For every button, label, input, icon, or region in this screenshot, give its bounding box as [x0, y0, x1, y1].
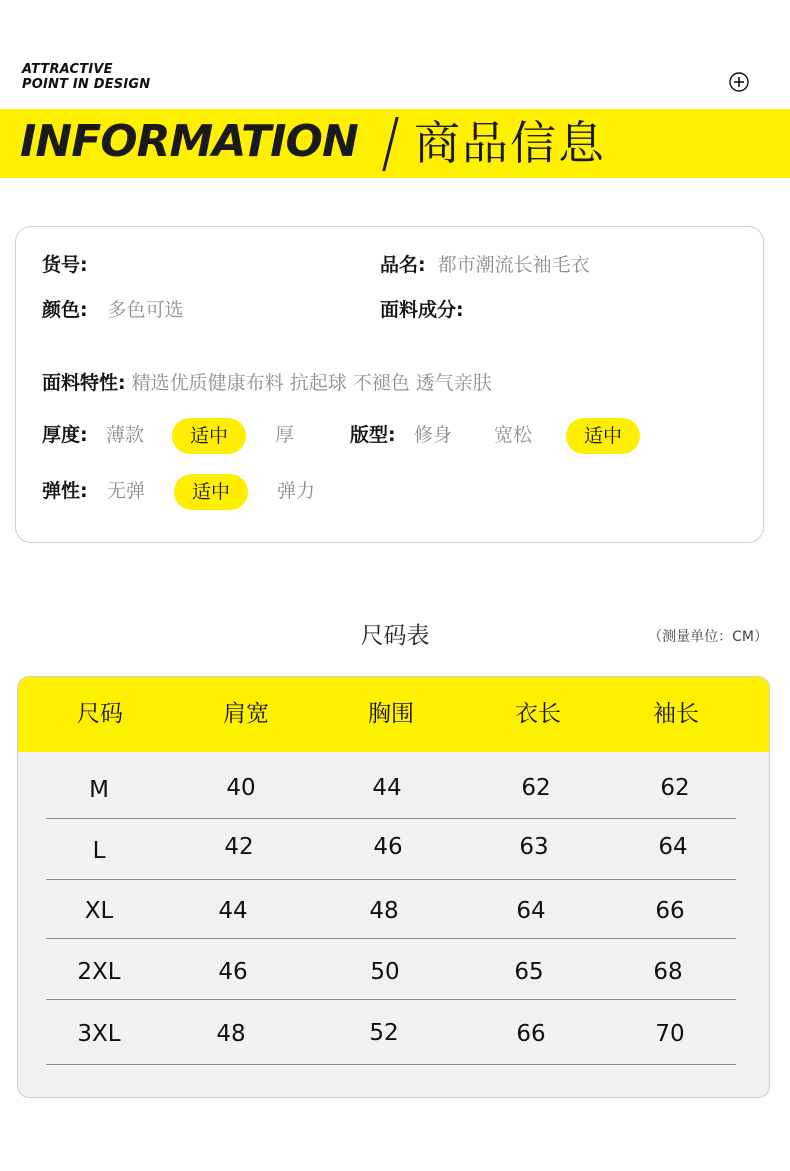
table-cell-chest: 50	[370, 959, 400, 985]
fit-option-regular[interactable]: 适中	[566, 418, 640, 454]
table-cell-shoulder: 40	[226, 775, 256, 801]
table-cell-chest: 48	[369, 898, 399, 924]
color-row	[42, 297, 184, 323]
table-cell-length: 64	[516, 898, 546, 924]
header-sleeve: 袖长	[653, 701, 699, 727]
measurement-unit-note: （测量单位：CM）	[648, 629, 768, 645]
fabric-feature-label: 面料特性:	[42, 372, 126, 394]
plus-circle-icon[interactable]	[729, 72, 749, 92]
elasticity-option-stretch[interactable]: 弹力	[277, 480, 316, 502]
item-number-row	[42, 252, 88, 278]
row-divider	[46, 999, 736, 1000]
table-cell-size: L	[92, 838, 106, 864]
elasticity-label-wrap	[42, 478, 88, 504]
table-cell-size: 3XL	[77, 1021, 121, 1047]
table-cell-sleeve: 68	[653, 959, 683, 985]
elasticity-label: 弹性:	[42, 480, 88, 502]
item-number-label: 货号:	[42, 254, 88, 276]
size-chart-table	[17, 676, 770, 1098]
color-value: 多色可选	[107, 299, 184, 321]
table-cell-length: 65	[514, 959, 544, 985]
row-divider	[46, 1064, 736, 1065]
tagline-line-2: POINT IN DESIGN	[22, 77, 151, 92]
table-cell-shoulder: 46	[218, 959, 248, 985]
table-cell-shoulder: 42	[224, 834, 254, 860]
fabric-row	[380, 297, 464, 323]
header-length: 衣长	[515, 701, 561, 727]
table-cell-shoulder: 48	[216, 1021, 246, 1047]
row-divider	[46, 879, 736, 880]
thickness-option-thin[interactable]: 薄款	[106, 424, 145, 446]
table-cell-sleeve: 64	[658, 834, 688, 860]
header-chest: 胸围	[368, 701, 414, 727]
fit-option-slim[interactable]: 修身	[414, 424, 453, 446]
thickness-option-thick[interactable]: 厚	[275, 424, 295, 446]
table-cell-chest: 46	[373, 834, 403, 860]
row-divider	[46, 938, 736, 939]
table-cell-chest: 44	[372, 775, 402, 801]
product-name-value: 都市潮流长袖毛衣	[437, 254, 590, 276]
table-cell-chest: 52	[369, 1020, 399, 1046]
elasticity-option-medium[interactable]: 适中	[174, 474, 248, 510]
thickness-label: 厚度:	[42, 424, 88, 446]
product-name-label: 品名:	[380, 254, 426, 276]
table-cell-shoulder: 44	[218, 898, 248, 924]
header-shoulder: 肩宽	[223, 701, 269, 727]
fabric-feature-row	[42, 370, 492, 396]
fit-label-wrap	[350, 422, 396, 448]
table-cell-size: XL	[84, 898, 114, 924]
size-chart-title: 尺码表	[360, 623, 430, 649]
header-size: 尺码	[77, 701, 123, 727]
table-cell-length: 66	[516, 1021, 546, 1047]
design-tagline	[22, 62, 150, 92]
banner-title-cn: 商品信息	[414, 116, 606, 170]
thickness-label-wrap	[42, 422, 88, 448]
fit-option-loose[interactable]: 宽松	[494, 424, 533, 446]
banner-title-en: INFORMATION	[20, 116, 358, 167]
thickness-option-medium[interactable]: 适中	[172, 418, 246, 454]
table-cell-sleeve: 66	[655, 898, 685, 924]
row-divider	[46, 818, 736, 819]
table-cell-size: M	[89, 777, 109, 803]
fabric-label: 面料成分:	[380, 299, 464, 321]
product-name-row	[380, 252, 590, 278]
size-chart-header	[18, 677, 769, 752]
table-cell-size: 2XL	[77, 959, 121, 985]
table-cell-length: 63	[519, 834, 549, 860]
fit-label: 版型:	[350, 424, 396, 446]
table-cell-length: 62	[521, 775, 551, 801]
table-cell-sleeve: 62	[660, 775, 690, 801]
color-label: 颜色:	[42, 299, 88, 321]
elasticity-option-none[interactable]: 无弹	[107, 480, 146, 502]
tagline-line-1: ATTRACTIVE	[22, 62, 113, 77]
table-cell-sleeve: 70	[655, 1021, 685, 1047]
fabric-feature-value: 精选优质健康布料 抗起球 不褪色 透气亲肤	[131, 372, 492, 394]
